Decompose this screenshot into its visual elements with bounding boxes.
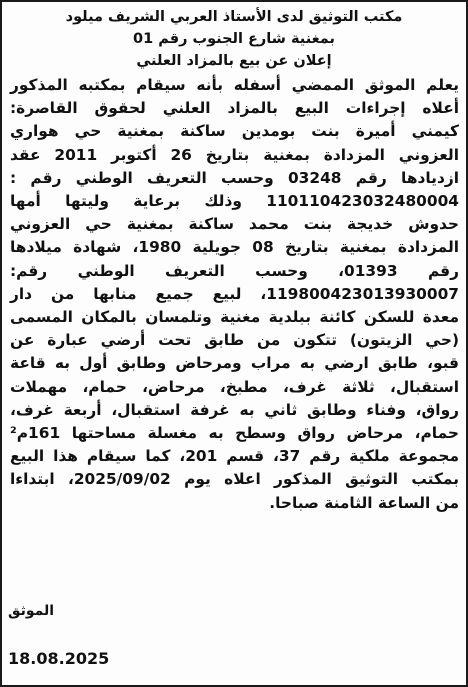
body-line: استقبال، ثلاثة غرف، مطبخ، مرحاض، حمام، مهملات: [10, 377, 459, 396]
body-line: ازديادها رقم 03248 وحسب التعريف الوطني رقم :: [10, 168, 459, 187]
body-line: العزوني المزدادة بمغنية بتاريخ 26 أكتوبر 2011 عقد: [10, 145, 459, 164]
body-line: 119800423013930007، لبيع جميع منابها من دار: [10, 284, 459, 303]
notice-header: [10, 6, 458, 72]
body-line: يعلم الموثق الممضي أسفله بأنه سيقام بمكتبه المذكور: [10, 76, 459, 94]
office-address: بمغنية شارع الجنوب رقم 01: [133, 31, 335, 47]
body-line: رقم 01393، وحسب التعريف الوطني رقم:: [10, 261, 459, 280]
notice-date: 18.08.2025: [8, 649, 110, 668]
body-line: قبو، طابق ارضي به مراب ومرحاض وطابق أول به قاعة: [10, 354, 459, 373]
body-line: أعلاه إجراءات البيع بالمزاد العلني لحقوق القاصرة:: [10, 99, 459, 118]
body-line: حمام، مرحاض رواق وسطح به مغسلة مساحتها 161م²: [10, 424, 459, 443]
body-line: رواق، وفناء وطابق ثاني به غرفة استقبال، أربعة غرف،: [10, 400, 459, 419]
body-line: معدة للسكن كائنة ببلدية مغنية وتلمسان بالمكان المسمى: [10, 308, 459, 327]
body-line: 110110423032480004 وذلك برعاية وليتها أمها: [10, 192, 459, 211]
body-line: بمكتب التوثيق المذكور اعلاه يوم 2025/09/02، ابتداءا: [10, 470, 459, 489]
notice-footer: [8, 600, 54, 622]
office-name: مكتب التوثيق لدى الأستاذ العربي الشريف ميلود: [65, 9, 403, 25]
notice-body: [10, 74, 459, 515]
body-line: مجموعة ملكية رقم 37، قسم 201، كما سيقام هذا البيع: [10, 447, 460, 466]
body-line: (حي الزيتون) تتكون من طابق تحت أرضي عبارة عن: [10, 331, 459, 350]
notice-title: إعلان عن بيع بالمزاد العلني: [136, 53, 332, 69]
body-line: من الساعة الثامنة صباحا.: [269, 493, 459, 512]
signer-title: الموثق: [8, 603, 55, 619]
body-line: حدوش خديجة بنت محمد ساكنة بمغنية حي العزوني: [10, 215, 459, 234]
body-line: المزدادة بمغنية بتاريخ 08 جويلية 1980، شهادة ميلادها: [10, 238, 460, 257]
body-line: كيمني أميرة بنت بومدين ساكنة بمغنية حي هواري: [10, 122, 459, 141]
